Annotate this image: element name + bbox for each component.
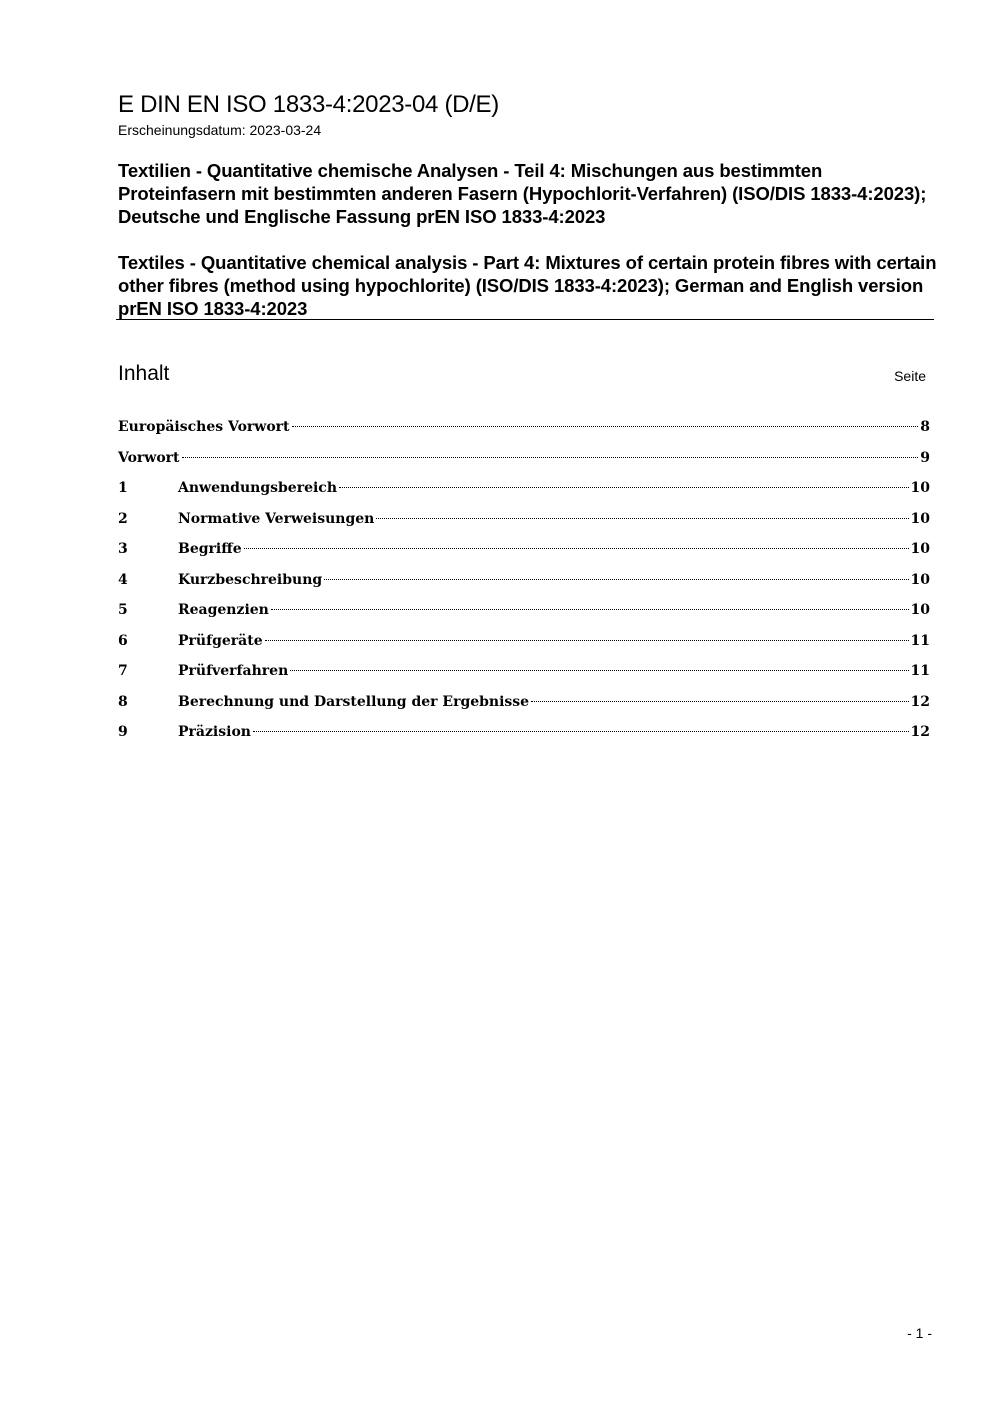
toc-dot-leader [253,731,909,732]
page-number: - 1 - [907,1325,932,1341]
toc-entry-page: 11 [910,632,930,649]
toc-entry-title: Berechnung und Darstellung der Ergebnisse [178,693,530,710]
toc-entry-page: 10 [910,541,930,557]
document-id: E DIN EN ISO 1833-4:2023-04 (D/E) [118,91,499,118]
toc-entry-page: 8 [920,419,930,435]
toc-entry[interactable] [118,508,930,539]
toc-entry-title: Prüfverfahren [178,663,289,679]
toc-entry-page: 9 [920,449,930,466]
table-of-contents [118,416,930,752]
toc-entry-title: Begriffe [178,541,242,557]
toc-dot-leader [265,640,909,641]
toc-entry-number: 8 [118,693,128,710]
toc-entry[interactable] [118,599,930,630]
toc-entry[interactable] [118,691,930,722]
toc-dot-leader [244,548,909,549]
toc-dot-leader [376,518,908,519]
toc-entry-title: Anwendungsbereich [178,480,337,496]
toc-entry-page: 10 [910,480,930,496]
toc-dot-leader [324,579,908,580]
toc-entry-page: 11 [910,663,930,679]
toc-heading: Inhalt [118,362,170,385]
toc-entry-number: 3 [118,541,128,557]
toc-dot-leader [339,487,909,488]
toc-entry-title: Reagenzien [178,602,269,618]
toc-entry-title: Vorwort [118,449,180,466]
toc-entry[interactable] [118,721,930,752]
toc-dot-leader [290,670,908,671]
title-german: Textilien - Quantitative chemische Analysen - Teil 4: Mischungen aus bestimmten Proteinfasern mit bestimmten anderen Fasern (Hypochlorit-Verfahren) (ISO/DIS 1833-4:2023); Deutsche und Englische Fassung prEN ISO 1833-4:2023 [118,160,927,227]
toc-entry-page: 12 [910,724,930,740]
toc-entry-page: 10 [910,602,930,618]
header-divider [116,319,934,320]
toc-entry[interactable] [118,416,930,447]
toc-entry-title: Kurzbeschreibung [178,571,323,588]
toc-entry-number: 4 [118,571,128,588]
toc-entry[interactable] [118,569,930,600]
toc-entry[interactable] [118,660,930,691]
toc-entry-number: 2 [118,510,128,527]
toc-entry-number: 7 [118,663,128,679]
title-english: Textiles - Quantitative chemical analysis - Part 4: Mixtures of certain protein fibres with certain other fibres (method using hypochlorite) (ISO/DIS 1833-4:2023); German and English version prEN ISO 1833-4:2023 [118,252,937,319]
toc-entry-number: 5 [118,602,128,618]
toc-entry-title: Europäisches Vorwort [118,419,290,435]
toc-entry[interactable] [118,630,930,661]
toc-entry[interactable] [118,477,930,508]
toc-entry[interactable] [118,538,930,569]
toc-dot-leader [292,426,919,427]
toc-dot-leader [271,609,909,610]
toc-entry-page: 12 [910,693,930,710]
toc-entry-title: Prüfgeräte [178,632,263,649]
toc-page-column-label: Seite [894,368,926,384]
toc-entry-number: 1 [118,480,128,496]
toc-entry-page: 10 [910,571,930,588]
publication-date: Erscheinungsdatum: 2023-03-24 [118,122,322,138]
toc-dot-leader [182,457,919,458]
toc-entry-title: Präzision [178,724,251,740]
toc-entry[interactable] [118,447,930,478]
toc-entry-page: 10 [910,510,930,527]
toc-entry-number: 6 [118,632,128,649]
toc-entry-title: Normative Verweisungen [178,510,375,527]
toc-entry-number: 9 [118,724,128,740]
toc-dot-leader [531,701,908,702]
